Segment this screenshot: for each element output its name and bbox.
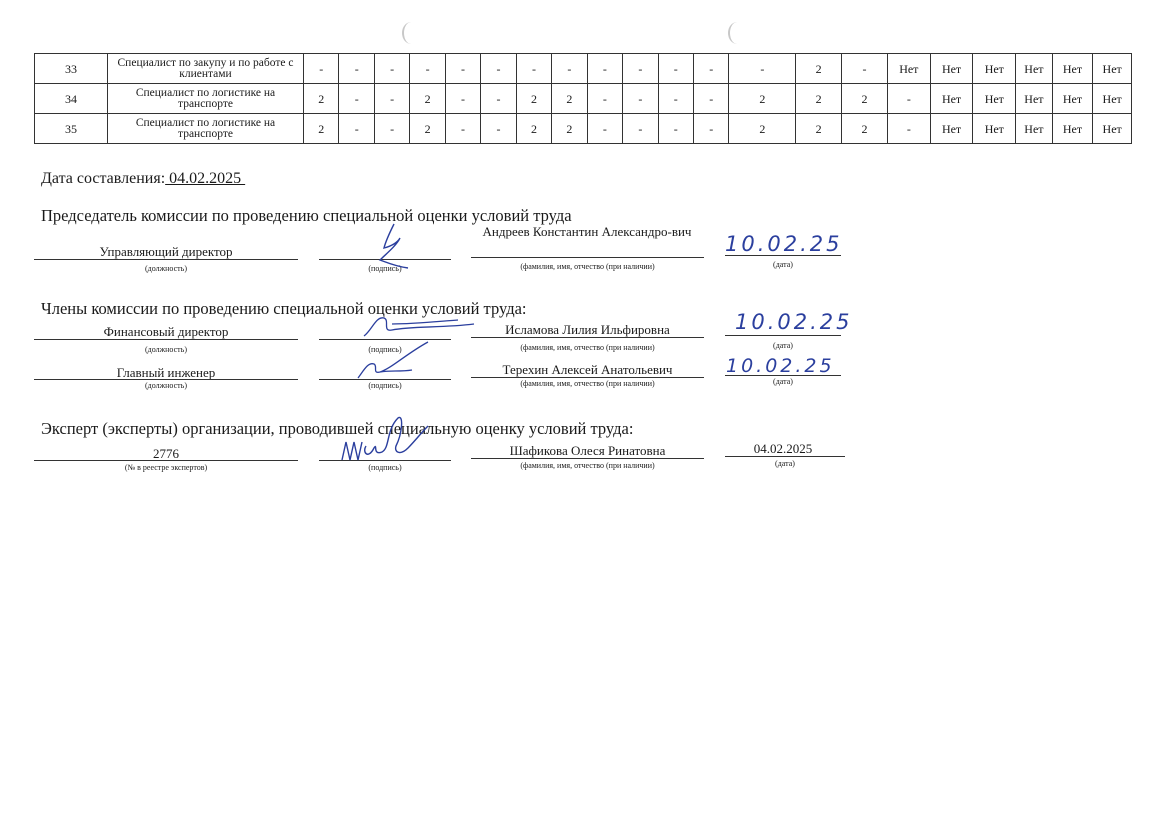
table-row — [35, 84, 1132, 114]
members-heading: Члены комиссии по проведению специальной оценки условий труда: — [41, 299, 527, 318]
value-cell: Нет — [930, 84, 973, 114]
value-cell: 2 — [729, 84, 796, 114]
member1-name-line — [471, 337, 704, 338]
value-cell: - — [587, 84, 622, 114]
compilation-date-value: 04.02.2025 — [165, 170, 246, 187]
chairman-heading: Председатель комиссии по проведению специальной оценки условий труда — [41, 206, 572, 225]
value-cell: - — [729, 54, 796, 84]
value-cell: 2 — [410, 84, 445, 114]
member1-date-line — [725, 335, 841, 336]
value-cell: Нет — [930, 54, 973, 84]
value-cell: 2 — [410, 114, 445, 144]
position-cell: Специалист по логистике на транспорте — [107, 84, 303, 114]
expert-registry-number: 2776 — [153, 446, 179, 461]
expert-signature — [338, 412, 438, 464]
value-cell: 2 — [842, 84, 888, 114]
value-cell: - — [587, 54, 622, 84]
chairman-date-caption: (дата) — [773, 260, 793, 269]
value-cell: - — [481, 114, 516, 144]
value-cell: - — [658, 54, 693, 84]
value-cell: Нет — [1093, 54, 1132, 84]
value-cell: Нет — [1093, 84, 1132, 114]
member1-position: Финансовый директор — [103, 324, 229, 339]
member2-signature — [356, 340, 436, 380]
value-cell: 2 — [304, 114, 339, 144]
value-cell: 2 — [516, 114, 551, 144]
table-row — [35, 54, 1132, 84]
expert-registry-caption: (№ в реестре экспертов) — [124, 463, 208, 472]
expert-fio-caption: (фамилия, имя, отчество (при наличии) — [520, 461, 655, 470]
member1-fio-caption: (фамилия, имя, отчество (при наличии) — [520, 343, 655, 352]
value-cell: - — [658, 114, 693, 144]
value-cell: - — [887, 114, 930, 144]
row-number-cell: 34 — [35, 84, 108, 114]
member1-date-handwritten: 10.02.25 — [735, 310, 853, 334]
value-cell: - — [374, 114, 409, 144]
chairman-signature — [372, 222, 412, 272]
value-cell: - — [304, 54, 339, 84]
value-cell: Нет — [1016, 84, 1052, 114]
value-cell: - — [587, 114, 622, 144]
chairman-name: Андреев Константин Александро-вич — [482, 224, 692, 239]
row-number-cell: 33 — [35, 54, 108, 84]
expert-name-line — [471, 458, 704, 459]
value-cell: - — [694, 114, 729, 144]
value-cell: 2 — [796, 114, 842, 144]
member1-signature-caption: (подпись) — [368, 345, 402, 354]
value-cell: 2 — [552, 114, 587, 144]
row-number-cell: 35 — [35, 114, 108, 144]
expert-heading: Эксперт (эксперты) организации, проводившей специальную оценку условий труда: — [41, 419, 634, 438]
member1-position-line — [34, 339, 298, 340]
value-cell: 2 — [796, 54, 842, 84]
member2-position-line — [34, 379, 298, 380]
value-cell: - — [842, 54, 888, 84]
value-cell: - — [623, 84, 658, 114]
value-cell: - — [410, 54, 445, 84]
value-cell: Нет — [930, 114, 973, 144]
value-cell: 2 — [842, 114, 888, 144]
value-cell: Нет — [1052, 114, 1093, 144]
value-cell: - — [374, 54, 409, 84]
expert-registry-line — [34, 460, 298, 461]
value-cell: Нет — [973, 54, 1016, 84]
value-cell: 2 — [552, 84, 587, 114]
expert-signature-caption: (подпись) — [368, 463, 402, 472]
value-cell: - — [623, 114, 658, 144]
chairman-position-caption: (должность) — [145, 264, 187, 273]
member1-name: Исламова Лилия Ильфировна — [505, 322, 670, 337]
expert-date-line — [725, 456, 845, 457]
value-cell: Нет — [1016, 114, 1052, 144]
value-cell: Нет — [1016, 54, 1052, 84]
compilation-date-line — [41, 170, 245, 188]
value-cell: - — [481, 84, 516, 114]
value-cell: - — [339, 84, 374, 114]
value-cell: - — [339, 114, 374, 144]
member2-position: Главный инженер — [116, 365, 216, 380]
punch-hole-mark-right — [728, 22, 746, 44]
punch-hole-mark-left — [402, 22, 420, 44]
member1-signature — [362, 310, 482, 340]
member2-signature-caption: (подпись) — [368, 381, 402, 390]
member2-name: Терехин Алексей Анатольевич — [502, 362, 673, 377]
value-cell: - — [339, 54, 374, 84]
member2-date-handwritten: 10.02.25 — [726, 355, 835, 377]
expert-date: 04.02.2025 — [753, 441, 813, 456]
chairman-fio-caption: (фамилия, имя, отчество (при наличии) — [520, 262, 655, 271]
value-cell: Нет — [1052, 54, 1093, 84]
value-cell: Нет — [973, 84, 1016, 114]
value-cell: - — [445, 114, 480, 144]
table-row — [35, 114, 1132, 144]
value-cell: Нет — [1052, 84, 1093, 114]
value-cell: - — [694, 84, 729, 114]
member2-name-line — [471, 377, 704, 378]
value-cell: - — [623, 54, 658, 84]
value-cell: - — [552, 54, 587, 84]
position-cell: Специалист по логистике на транспорте — [107, 114, 303, 144]
chairman-date-line — [725, 255, 841, 256]
chairman-signature-caption: (подпись) — [368, 264, 402, 273]
expert-name: Шафикова Олеся Ринатовна — [509, 443, 666, 458]
member2-position-caption: (должность) — [145, 381, 187, 390]
value-cell: - — [887, 84, 930, 114]
value-cell: - — [374, 84, 409, 114]
value-cell: 2 — [304, 84, 339, 114]
value-cell: Нет — [1093, 114, 1132, 144]
value-cell: - — [445, 84, 480, 114]
chairman-name-line — [471, 257, 704, 258]
expert-date-caption: (дата) — [775, 459, 795, 468]
member1-date-caption: (дата) — [773, 341, 793, 350]
value-cell: - — [481, 54, 516, 84]
value-cell: - — [694, 54, 729, 84]
member1-position-caption: (должность) — [145, 345, 187, 354]
value-cell: - — [445, 54, 480, 84]
value-cell: - — [658, 84, 693, 114]
value-cell: 2 — [516, 84, 551, 114]
position-cell: Специалист по закупу и по работе с клиентами — [107, 54, 303, 84]
value-cell: - — [516, 54, 551, 84]
value-cell: Нет — [887, 54, 930, 84]
member2-fio-caption: (фамилия, имя, отчество (при наличии) — [520, 379, 655, 388]
chairman-date-handwritten: 10.02.25 — [725, 232, 843, 256]
value-cell: 2 — [729, 114, 796, 144]
chairman-position-line — [34, 259, 298, 260]
compilation-date-label: Дата составления: — [41, 170, 166, 187]
value-cell: Нет — [973, 114, 1016, 144]
results-table — [34, 53, 1132, 144]
chairman-position: Управляющий директор — [99, 244, 233, 259]
member2-date-caption: (дата) — [773, 377, 793, 386]
value-cell: 2 — [796, 84, 842, 114]
member2-date-line — [725, 375, 841, 376]
